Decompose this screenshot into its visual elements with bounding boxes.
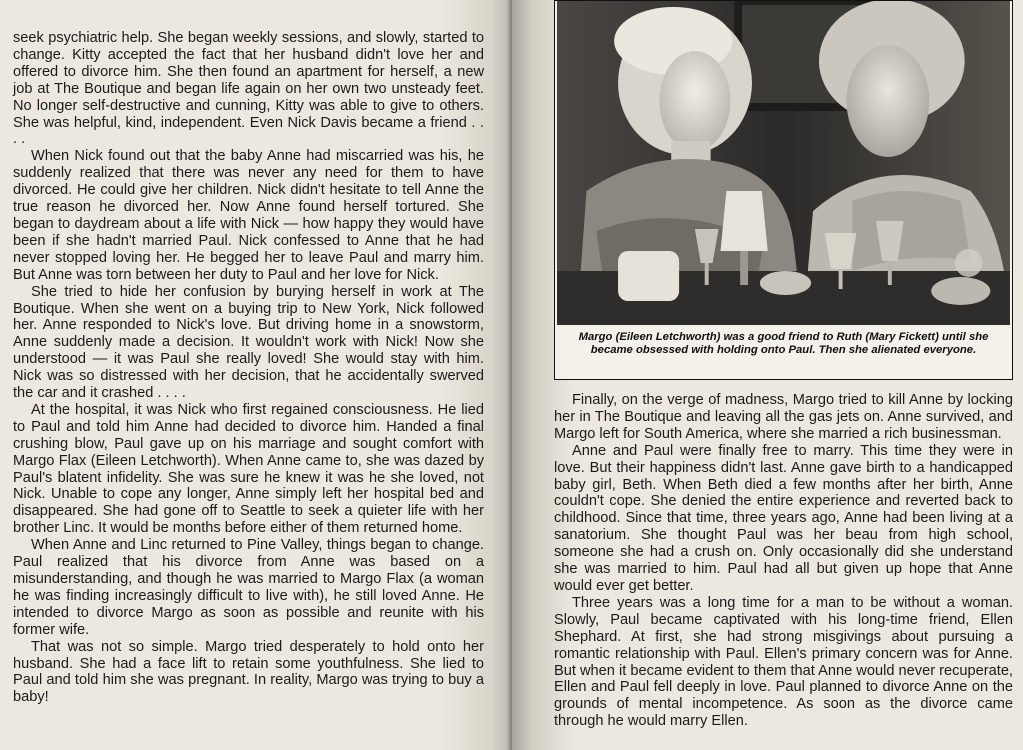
right-page-text	[554, 386, 1013, 730]
right-page	[512, 0, 1023, 750]
right-paragraph-3: Three years was a long time for a man to be without a woman. Slowly, Paul became captivated with his long-time friend, Ellen Shephard. At first, she had strong misgivings about pursuing a romantic relationship with Paul. Ellen's primary concern was for Anne. But when it became evident to them that Anne would never recuperate, Ellen and Paul fell deeply in love. Paul planned to divorce Anne on the grounds of mental incompetence. As soon as the divorce came through he would marry Ellen.	[554, 594, 1013, 730]
right-paragraph-2: Anne and Paul were finally free to marry. This time they were in love. But their happiness didn't last. Anne gave birth to a handicapped baby girl, Beth. When Beth died a few months after her birth, Anne couldn't cope. She denied the entire experience and reverted back to childhood. Since that time, three years ago, Anne had been living at a sanatorium. She thought Paul was her beau from high school, someone she had a crush on. Only occasionally did she understand she was married to him. Paul had all but given up hope that Anne would ever get better.	[554, 442, 1013, 594]
photo-illustration	[557, 1, 1010, 325]
photo-two-women-at-table	[557, 1, 1010, 325]
left-paragraph-1: seek psychiatric help. She began weekly sessions, and slowly, started to change. Kitty accepted the fact that her husband didn't love her and offered to divorce him. She then found an apartment for herself, a new job at The Boutique and began life again on her own two unsteady feet. No longer self-destructive and cunning, Kitty was able to give to others. She was helpful, kind, independent. Even Nick Davis became a friend . . . .	[13, 30, 484, 148]
left-paragraph-2: When Nick found out that the baby Anne had miscarried was his, he suddenly realized that there was never any need for them to have divorced. He could give her children. Nick didn't hesitate to tell Anne the true reason he divorced her. Now Anne found herself tortured. She began to daydream about a life with Nick — how happy they would have been if she hadn't married Paul. Nick confessed to Anne that he had never stopped loving her. He begged her to leave Paul and marry him. But Anne was torn between her duty to Paul and her love for Nick.	[13, 148, 484, 283]
right-paragraph-1: Finally, on the verge of madness, Margo tried to kill Anne by locking her in The Boutique and leaving all the gas jets on. Anne survived, and Margo left for South America, where she married a rich businessman.	[554, 392, 1013, 442]
left-paragraph-4: At the hospital, it was Nick who first regained consciousness. He lied to Paul and told him Anne had decided to divorce him. Handed a final crushing blow, Paul gave up on his marriage and sought comfort with Margo Flax (Eileen Letchworth). When Anne came to, she was dazed by Paul's blatent infidelity. She was sure he knew it was he she loved, not Nick. Unable to cope any longer, Anne simply left her hospital bed and disappeared. She had gone off to Seattle to seek a quieter life with her brother Linc. It would be months before either of them returned home.	[13, 401, 484, 537]
left-paragraph-3: She tried to hide her confusion by burying herself in work at The Boutique. When she went on a buying trip to New York, Nick followed her. Anne responded to Nick's love. But driving home in a snowstorm, Anne suddenly made a decision. It wouldn't work with Nick! Now she understood — it was Paul she really loved! She would stay with him. Nick was so distressed with her decision, that he accidentally swerved the car and it crashed . . . .	[13, 283, 484, 402]
photo-frame	[554, 0, 1013, 380]
left-paragraph-5: When Anne and Linc returned to Pine Valley, things began to change. Paul realized that his divorce from Anne was based on a misunderstanding, and though he was married to Margo Flax (a woman he was finding increasingly difficult to live with), he still loved Anne. He intended to divorce Margo as soon as possible and reunite with his former wife.	[13, 537, 484, 638]
photo-caption: Margo (Eileen Letchworth) was a good friend to Ruth (Mary Fickett) until she became obsessed with holding onto Paul. Then she alienated everyone.	[578, 331, 989, 356]
left-paragraph-6: That was not so simple. Margo tried desperately to hold onto her husband. She had a face lift to retain some youthfulness. She lied to Paul and told him she was pregnant. In reality, Margo was trying to buy a baby!	[13, 638, 484, 706]
